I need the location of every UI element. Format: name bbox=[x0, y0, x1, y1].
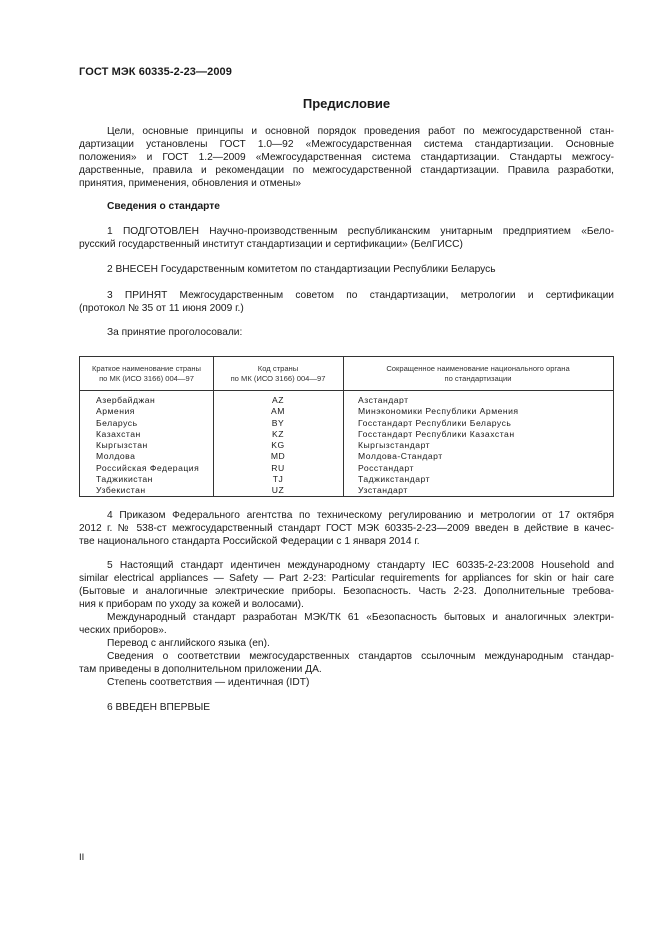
table-cell-country: Узбекистан bbox=[96, 485, 146, 496]
table-cell-code: UZ bbox=[271, 485, 285, 496]
intro-line: дартизации установлены ГОСТ 1.0—92 «Межгосударственная система стандартизации. Основные bbox=[79, 139, 614, 150]
item-5d-line: там приведены в дополнительном приложении ДА. bbox=[79, 664, 322, 675]
item-5b-paragraph bbox=[79, 611, 614, 637]
item-4-line: тве национального стандарта Российской Федерации с 1 января 2014 г. bbox=[79, 536, 420, 547]
item-5b-line: ческих приборов». bbox=[79, 625, 167, 636]
table-cell-country: Азербайджан bbox=[96, 395, 156, 405]
item-3-line: 3 ПРИНЯТ Межгосударственным советом по стандартизации, метрологии и сертификации bbox=[107, 290, 614, 301]
voting-countries-table bbox=[79, 356, 614, 497]
header-line: по МК (ИСО 3166) 004—97 bbox=[230, 374, 326, 383]
item-2-paragraph bbox=[79, 263, 614, 276]
item-5-paragraph bbox=[79, 559, 614, 611]
item-6-paragraph bbox=[79, 701, 614, 714]
item-5c-line: Перевод с английского языка (en). bbox=[107, 638, 270, 649]
table-cell-body: Росстандарт bbox=[358, 462, 414, 473]
intro-line: Цели, основные принципы и основной порядок проведения работ по межгосударственной стан- bbox=[107, 126, 614, 137]
table-cell-body: Азстандарт bbox=[358, 395, 409, 405]
item-1-paragraph bbox=[79, 225, 614, 251]
table-cell-code: AM bbox=[271, 406, 285, 417]
page-title: Предисловие bbox=[302, 96, 391, 111]
item-4-line: 2012 г. № 538-ст межгосударственный стандарт ГОСТ МЭК 60335-2-23—2009 введен в действие в качес- bbox=[79, 523, 614, 534]
table-cell-body: Молдова-Стандарт bbox=[358, 451, 443, 462]
table-cell-code: RU bbox=[271, 462, 285, 473]
table-cell-code: TJ bbox=[272, 474, 284, 485]
table-cell-body: Госстандарт Республики Беларусь bbox=[358, 417, 512, 428]
item-3-paragraph bbox=[79, 289, 614, 315]
table-cell-body: Кыргызстандарт bbox=[358, 440, 431, 451]
voted-paragraph bbox=[79, 326, 614, 339]
header-line: Код страны bbox=[257, 364, 299, 373]
table-cell-country: Молдова bbox=[96, 451, 136, 462]
item-5-line: (Бытовые и аналогичные электрические приборы. Безопасность. Часть 2-23. Дополнительные требова- bbox=[79, 586, 614, 597]
table-cell-code: KG bbox=[271, 440, 285, 451]
table-header-country bbox=[80, 364, 213, 384]
body-column bbox=[358, 395, 519, 497]
table-cell-country: Кыргызстан bbox=[96, 440, 148, 451]
table-cell-code: BY bbox=[271, 417, 285, 428]
table-cell-country: Армения bbox=[96, 406, 135, 417]
country-column bbox=[96, 395, 199, 497]
table-cell-country: Таджикистан bbox=[96, 474, 153, 485]
table-cell-code: KZ bbox=[272, 428, 284, 439]
table-cell-country: Беларусь bbox=[96, 417, 138, 428]
item-5d-line: Сведения о соответствии межгосударственных стандартов ссылочным международным стандар- bbox=[107, 651, 614, 662]
voted-line: За принятие проголосовали: bbox=[107, 327, 243, 338]
table-cell-code: MD bbox=[270, 451, 286, 462]
item-4-paragraph bbox=[79, 509, 614, 548]
item-6-line: 6 ВВЕДЕН ВПЕРВЫЕ bbox=[107, 702, 211, 713]
item-2-line: 2 ВНЕСЕН Государственным комитетом по стандартизации Республики Беларусь bbox=[107, 264, 496, 275]
header-line: по стандартизации bbox=[444, 374, 512, 383]
item-3-line: (протокол № 35 от 11 июня 2009 г.) bbox=[79, 303, 244, 314]
intro-line: принятия, применения, обновления и отмены» bbox=[79, 178, 302, 189]
item-5-line: ния к приборам по уходу за кожей и волосами). bbox=[79, 599, 304, 610]
table-header-code bbox=[213, 364, 343, 384]
table-cell-body: Узстандарт bbox=[358, 485, 408, 496]
item-5c-paragraph bbox=[79, 637, 614, 650]
item-5e-line: Степень соответствия — идентичная (IDT) bbox=[107, 677, 310, 688]
table-cell-country: Казахстан bbox=[96, 428, 141, 439]
item-5e-paragraph bbox=[79, 676, 614, 689]
table-cell-country: Российская Федерация bbox=[96, 462, 200, 473]
page-number: II bbox=[79, 852, 85, 863]
header-line: Сокращенное наименование национального органа bbox=[386, 364, 570, 373]
item-5-line: 5 Настоящий стандарт идентичен международному стандарту IEC 60335-2-23:2008 Household and bbox=[107, 560, 614, 571]
item-5d-paragraph bbox=[79, 650, 614, 676]
table-header-body bbox=[343, 364, 613, 384]
table-cell-body: Госстандарт Республики Казахстан bbox=[358, 428, 515, 439]
item-1-line: русский государственный институт стандартизации и сертификации» (БелГИСС) bbox=[79, 239, 463, 250]
code-column bbox=[213, 395, 343, 497]
table-cell-code: AZ bbox=[272, 395, 284, 405]
header-line: по МК (ИСО 3166) 004—97 bbox=[99, 374, 194, 383]
table-cell-body: Минэкономики Республики Армения bbox=[358, 406, 519, 417]
section-subheading: Сведения о стандарте bbox=[107, 201, 220, 212]
document-id-header: ГОСТ МЭК 60335-2-23—2009 bbox=[79, 66, 232, 78]
item-5b-line: Международный стандарт разработан МЭК/ТК 61 «Безопасность бытовых и аналогичных электри- bbox=[107, 612, 614, 623]
table-cell-body: Таджикстандарт bbox=[358, 474, 431, 485]
intro-paragraph bbox=[79, 125, 614, 190]
intro-line: положения» и ГОСТ 1.2—2009 «Межгосударственная система стандартизации. Стандарты межгосу- bbox=[79, 152, 614, 163]
item-1-line: 1 ПОДГОТОВЛЕН Научно-производственным республиканским унитарным предприятием «Бело- bbox=[107, 226, 614, 237]
item-4-line: 4 Приказом Федерального агентства по техническому регулированию и метрологии от 17 октября bbox=[107, 510, 614, 521]
intro-line: дарственные, правила и рекомендации по межгосударственной стандартизации. Правила разработки, bbox=[79, 165, 614, 176]
header-line: Краткое наименование страны bbox=[92, 364, 201, 373]
item-5-line: similar electrical appliances — Safety — Part 2-23: Particular requirements for appliances for skin or hair care bbox=[79, 573, 614, 584]
